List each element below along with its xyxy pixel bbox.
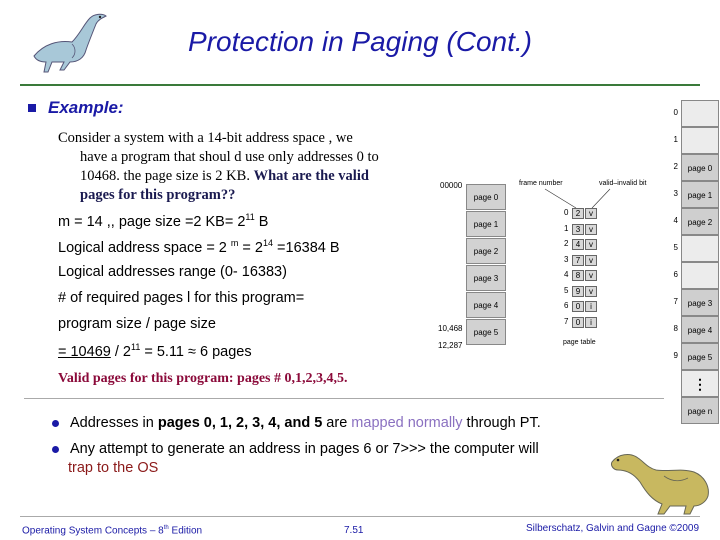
frame-number-cell: 4 bbox=[572, 239, 584, 250]
paragraph-line-3 bbox=[80, 167, 369, 186]
pages-calc-line bbox=[58, 342, 252, 360]
paragraph-line-1: Consider a system with a 14-bit address space , we bbox=[58, 130, 353, 146]
pages-calc-exp: 11 bbox=[130, 342, 141, 352]
question-text: What are the valid bbox=[253, 168, 369, 184]
footer-book-title: Operating System Concepts – 8 bbox=[22, 525, 164, 537]
valid-bit-cell: i bbox=[585, 301, 597, 312]
bullet-mapped-mid: are bbox=[322, 415, 352, 431]
frame-number-label: frame number bbox=[519, 180, 563, 187]
page-size-exponent: 11 bbox=[245, 212, 255, 222]
frame-index: 5 bbox=[673, 243, 678, 252]
dinosaur-logo-bottom bbox=[604, 436, 716, 516]
valid-bit-cell: v bbox=[585, 239, 597, 250]
address-12287-label: 12,287 bbox=[438, 341, 463, 350]
page-table-index: 2 bbox=[564, 239, 569, 248]
logical-page-box: page 0 bbox=[466, 184, 506, 210]
slide-title: Protection in Paging (Cont.) bbox=[188, 26, 532, 57]
physical-frame-box: page 5 bbox=[681, 343, 719, 370]
bullet-mapped-post: through PT. bbox=[462, 415, 541, 431]
valid-bit-cell: v bbox=[585, 286, 597, 297]
address-space-exp-14: 14 bbox=[263, 238, 274, 248]
frame-index: 9 bbox=[673, 351, 678, 360]
footer-page-number: 7.51 bbox=[344, 525, 364, 536]
frame-number-cell: 7 bbox=[572, 255, 584, 266]
valid-pages-text: Valid pages for this program: pages # 0,1,2,3,4,5. bbox=[58, 371, 348, 386]
address-start-label: 00000 bbox=[440, 181, 463, 190]
address-space-exp-m: m bbox=[230, 238, 239, 248]
valid-bit-cell: v bbox=[585, 224, 597, 235]
pages-calc-a: = 10469 bbox=[58, 343, 111, 360]
page-table-index: 7 bbox=[564, 316, 569, 326]
footer-left bbox=[22, 525, 202, 536]
physical-frame-box bbox=[681, 235, 719, 262]
page-size-text: m = 14 ,, page size =2 KB= 2 bbox=[58, 213, 246, 230]
frame-number-cell: 0 bbox=[572, 317, 584, 328]
frame-index: 8 bbox=[673, 324, 678, 333]
page-table-index: 0 bbox=[564, 208, 569, 217]
bullet-mapped-pre: Addresses in bbox=[70, 415, 158, 431]
address-space-line bbox=[58, 238, 340, 256]
footer-edition: Edition bbox=[168, 525, 203, 537]
paging-diagram bbox=[430, 96, 720, 426]
frame-number-cell: 8 bbox=[572, 270, 584, 281]
frame-index: 1 bbox=[673, 135, 678, 144]
physical-frame-box: page 0 bbox=[681, 154, 719, 181]
address-10468-label: 10,468 bbox=[438, 324, 463, 333]
frame-index: 6 bbox=[673, 270, 678, 279]
frame-index: 0 bbox=[673, 108, 678, 117]
frame-number-cell: 9 bbox=[572, 286, 584, 297]
logical-page-box: page 4 bbox=[466, 292, 506, 318]
footer-authors: Silberschatz, Galvin and Gagne ©2009 bbox=[526, 523, 700, 534]
example-label: Example: bbox=[48, 98, 124, 117]
page-table-index: 4 bbox=[564, 270, 569, 279]
page-table-index: 6 bbox=[564, 301, 569, 310]
pages-calc-b: / 2 bbox=[110, 343, 131, 360]
bullet-mapped-highlight: mapped normally bbox=[351, 415, 463, 431]
physical-frame-box bbox=[681, 127, 719, 154]
page-table-label: page table bbox=[563, 339, 596, 346]
physical-frame-box: ⋮ bbox=[681, 370, 719, 397]
page-table-index: 1 bbox=[564, 223, 569, 233]
frame-index: 4 bbox=[673, 216, 678, 225]
bullet-mapped-bold: pages 0, 1, 2, 3, 4, and 5 bbox=[157, 415, 323, 431]
footer-divider bbox=[20, 516, 700, 517]
paragraph-line-3-text: 10468. the page size is 2 KB. bbox=[80, 168, 250, 184]
physical-frame-box: page n bbox=[681, 397, 719, 424]
physical-frame-box: page 2 bbox=[681, 208, 719, 235]
logical-page-box: page 2 bbox=[466, 238, 506, 264]
page-table-index: 5 bbox=[564, 285, 569, 295]
frame-index: 7 bbox=[673, 297, 678, 306]
footer-edition-sup: th bbox=[163, 525, 169, 531]
paragraph-line-4: pages for this program?? bbox=[80, 187, 236, 203]
logical-page-box: page 5 bbox=[466, 319, 506, 345]
title-divider bbox=[20, 84, 700, 86]
page-size-line bbox=[58, 212, 268, 230]
address-space-mid: = 2 bbox=[238, 239, 263, 256]
physical-frame-box: page 1 bbox=[681, 181, 719, 208]
bullet-dot-icon bbox=[52, 420, 59, 427]
valid-bit-cell: v bbox=[585, 270, 597, 281]
required-pages-line: # of required pages l for this program= bbox=[58, 290, 305, 306]
paragraph-line-2: have a program that shoul d use only addresses 0 to bbox=[80, 149, 379, 165]
frame-number-cell: 3 bbox=[572, 224, 584, 235]
square-bullet-icon bbox=[28, 104, 36, 112]
frame-index: 2 bbox=[673, 162, 678, 171]
address-space-value: =16384 B bbox=[273, 239, 340, 256]
valid-bit-cell: i bbox=[585, 317, 597, 328]
frame-index: 3 bbox=[673, 189, 678, 198]
page-size-unit: B bbox=[254, 213, 269, 230]
bullet-dot-icon bbox=[52, 446, 59, 453]
frame-number-cell: 0 bbox=[572, 301, 584, 312]
logical-page-box: page 1 bbox=[466, 211, 506, 237]
pages-calc-c: = 5.11 ≈ 6 pages bbox=[140, 343, 252, 360]
valid-bit-cell: v bbox=[585, 255, 597, 266]
program-size-line: program size / page size bbox=[58, 316, 216, 332]
bullet-trap-line-2: trap to the OS bbox=[68, 460, 159, 476]
physical-frame-box: page 4 bbox=[681, 316, 719, 343]
physical-frame-box bbox=[681, 262, 719, 289]
address-range-line: Logical addresses range (0- 16383) bbox=[58, 264, 287, 280]
page-table-index: 3 bbox=[564, 254, 569, 264]
physical-frame-box bbox=[681, 100, 719, 127]
address-space-text: Logical address space = 2 bbox=[58, 239, 227, 256]
valid-invalid-label: valid–invalid bit bbox=[599, 180, 647, 187]
valid-bit-cell: v bbox=[585, 208, 597, 219]
frame-number-cell: 2 bbox=[572, 208, 584, 219]
physical-frame-box: page 3 bbox=[681, 289, 719, 316]
logical-page-box: page 3 bbox=[466, 265, 506, 291]
bullet-trap-line-1: Any attempt to generate an address in pages 6 or 7>>> the computer will bbox=[70, 441, 539, 457]
